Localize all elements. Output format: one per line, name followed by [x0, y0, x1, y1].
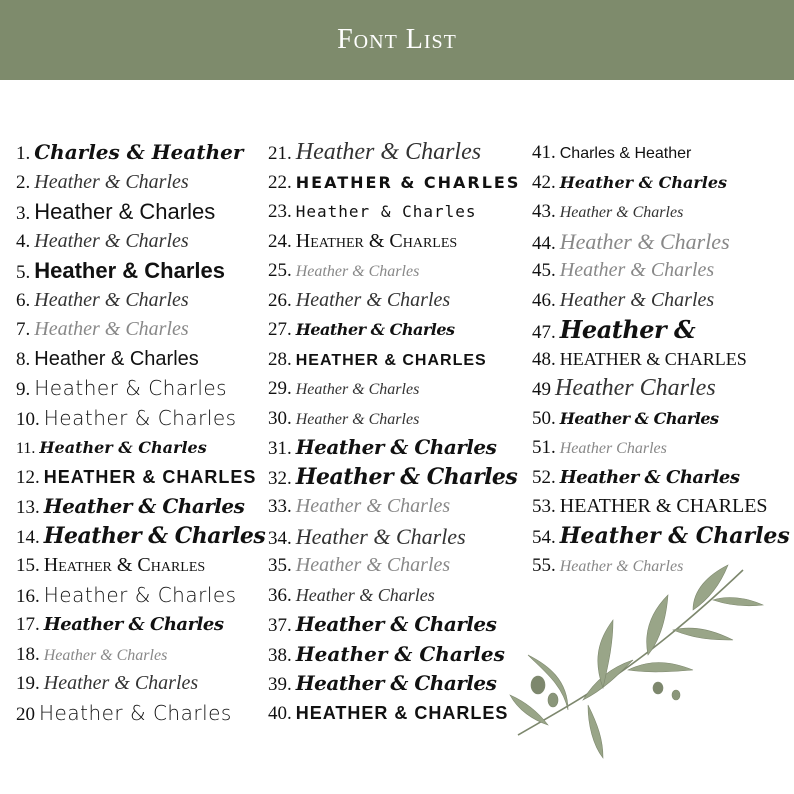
- font-item: 33. Heather & Charles: [268, 495, 451, 517]
- font-item: 43. Heather & Charles: [532, 201, 684, 222]
- font-item: 36. Heather & Charles: [268, 584, 435, 606]
- font-item: 7. Heather & Charles: [16, 318, 189, 340]
- font-item: 25. Heather & Charles: [268, 260, 420, 281]
- font-item: 54. Heather & Charles: [532, 522, 790, 549]
- font-item: 22. HEATHER & CHARLES: [268, 171, 521, 193]
- font-item: 38. Heather & Charles: [268, 641, 505, 666]
- font-item: 26. Heather & Charles: [268, 288, 451, 311]
- font-item: 41. Charles & Heather: [532, 142, 692, 163]
- font-item: 21. Heather & Charles: [268, 139, 482, 165]
- font-item: 14. Heather & Charles: [16, 522, 266, 549]
- font-item: 16. Heather & Charles: [16, 582, 237, 607]
- font-item: 9. Heather & Charles: [16, 376, 228, 400]
- font-item: 50. Heather & Charles: [532, 407, 719, 429]
- font-column-1: [16, 138, 265, 728]
- font-item: 13. Heather & Charles: [16, 494, 245, 518]
- font-item: 12. HEATHER & CHARLES: [16, 466, 257, 488]
- font-item: 18. Heather & Charles: [16, 643, 168, 665]
- font-item: 1. Charles & Heather: [16, 140, 244, 164]
- font-column-3: [532, 138, 790, 581]
- font-item: 39. Heather & Charles: [268, 671, 497, 695]
- font-item: 35. Heather & Charles: [268, 554, 451, 576]
- font-item: 15. Heather & Charles: [16, 554, 206, 576]
- olive-branch-illustration: [508, 560, 768, 760]
- font-item: 42. Heather & Charles: [532, 171, 728, 193]
- font-item: 29. Heather & Charles: [268, 378, 420, 399]
- font-item: 46. Heather & Charles: [532, 288, 715, 311]
- font-item: 19. Heather & Charles: [16, 672, 199, 694]
- font-item: 23. Heather & Charles: [268, 201, 477, 222]
- font-item: 17. Heather & Charles: [16, 614, 224, 635]
- font-item: 11. Heather & Charles: [16, 438, 207, 457]
- font-column-2: [268, 138, 520, 728]
- font-item: 5. Heather & Charles: [16, 258, 225, 283]
- font-item: 47. Heather &: [532, 315, 696, 344]
- font-item: 53. HEATHER & CHARLES: [532, 495, 768, 517]
- font-item: 8. Heather & Charles: [16, 347, 199, 370]
- font-item: 3. Heather & Charles: [16, 199, 216, 224]
- font-item: 55. Heather & Charles: [532, 555, 684, 576]
- font-item: 37. Heather & Charles: [268, 612, 497, 636]
- font-item: 51. Heather Charles: [532, 437, 667, 458]
- font-item: 45. Heather & Charles: [532, 259, 715, 281]
- font-item: 32. Heather & Charles: [268, 463, 518, 490]
- font-item: 24. Heather & Charles: [268, 229, 458, 252]
- font-item: 27. Heather & Charles: [268, 319, 455, 340]
- font-item: 30. Heather & Charles: [268, 407, 420, 429]
- header-banner: [0, 0, 794, 80]
- font-item: 4. Heather & Charles: [16, 229, 189, 252]
- font-item: 52. Heather & Charles: [532, 466, 740, 488]
- font-item: 40. HEATHER & CHARLES: [268, 702, 509, 724]
- font-item: 6. Heather & Charles: [16, 288, 189, 311]
- font-item: 10. Heather & Charles: [16, 405, 237, 430]
- font-item: 44. Heather & Charles: [532, 228, 730, 254]
- font-item: 20 Heather & Charles: [16, 700, 232, 725]
- font-item: 2. Heather & Charles: [16, 170, 189, 193]
- font-item: 28. HEATHER & CHARLES: [268, 348, 487, 370]
- font-item: 48. HEATHER & CHARLES: [532, 348, 747, 370]
- page-title: Font List: [337, 24, 457, 55]
- font-item: 49 Heather Charles: [532, 375, 716, 401]
- font-item: 34. Heather & Charles: [268, 523, 466, 549]
- font-item: 31. Heather & Charles: [268, 435, 497, 459]
